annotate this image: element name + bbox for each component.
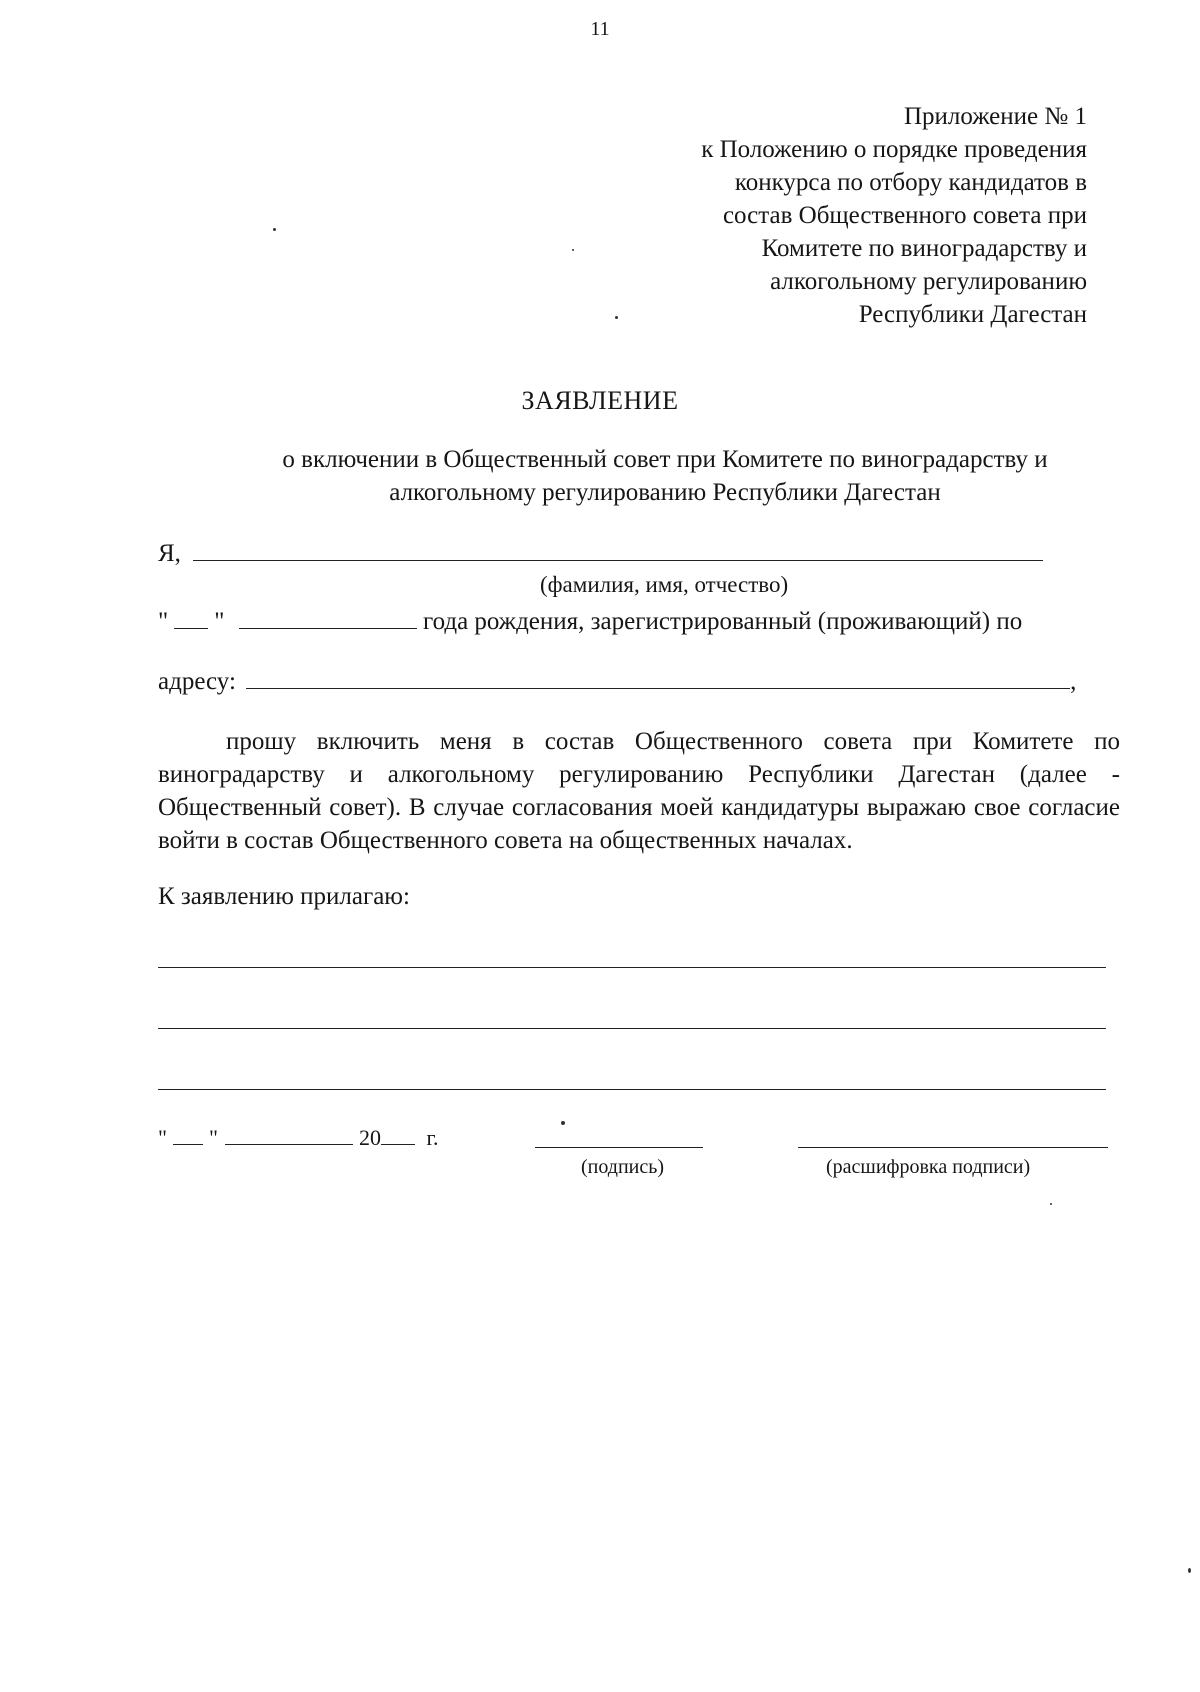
signature-decryption-field[interactable] <box>798 1147 1108 1148</box>
appendix-line: конкурса по отбору кандидатов в <box>734 169 1087 196</box>
full-name-field[interactable] <box>193 538 1043 561</box>
attachment-line-1[interactable] <box>158 967 1106 968</box>
page-number: 11 <box>590 18 610 40</box>
scan-speck <box>615 316 618 319</box>
request-paragraph: прошу включить меня в состав Общественного совета при Комитете по виноградарству и алкогольному регулированию Республики Дагестан (далее - Общественный совет). В случае согласования моей кандидатуры выражаю свое согласие войти в состав Общественного совета на общественных началах. <box>158 728 1120 854</box>
appendix-line: алкогольному регулированию <box>770 268 1087 295</box>
subtitle-line-1: о включении в Общественный совет при Комитете по виноградарству и <box>282 446 1048 473</box>
address-field[interactable] <box>246 666 1070 689</box>
birth-day-quote-open: " <box>158 608 169 635</box>
attachment-line-3[interactable] <box>158 1089 1106 1090</box>
date-quote-open: " <box>158 1125 167 1150</box>
birth-day-quote-close: " <box>214 608 225 635</box>
scan-speck <box>561 1121 565 1125</box>
birth-month-year-field[interactable] <box>239 606 417 629</box>
document-title: ЗАЯВЛЕНИЕ <box>521 386 679 415</box>
date-year-field[interactable] <box>381 1124 415 1145</box>
scan-speck <box>1050 1203 1052 1205</box>
attachments-label: К заявлению прилагаю: <box>158 883 410 910</box>
date-month-field[interactable] <box>225 1124 353 1145</box>
year-suffix: г. <box>426 1125 439 1150</box>
appendix-line: Комитете по виноградарству и <box>761 235 1087 262</box>
footer-date-line <box>158 1124 439 1151</box>
name-line <box>158 538 1043 568</box>
address-line <box>158 666 1076 696</box>
scan-speck <box>1188 1568 1191 1573</box>
appendix-line: к Положению о порядке проведения <box>701 136 1087 163</box>
appendix-block <box>701 100 1087 331</box>
date-quote-close: " <box>208 1125 218 1150</box>
name-hint: (фамилия, имя, отчество) <box>540 572 789 597</box>
date-day-field[interactable] <box>173 1124 203 1145</box>
birth-line <box>158 606 1022 636</box>
signature-field[interactable] <box>535 1147 703 1148</box>
name-prefix: Я, <box>158 540 181 567</box>
signature-decryption-hint: (расшифровка подписи) <box>826 1156 1031 1178</box>
address-comma: , <box>1070 668 1077 695</box>
scan-speck <box>572 249 574 251</box>
appendix-line: состав Общественного совета при <box>722 202 1087 229</box>
signature-hint: (подпись) <box>581 1156 665 1178</box>
scan-speck <box>273 228 276 231</box>
subtitle-line-2: алкогольному регулированию Республики Дагестан <box>389 479 941 506</box>
address-label: адресу: <box>158 668 236 695</box>
birth-text: года рождения, зарегистрированный (проживающий) по <box>422 608 1023 635</box>
appendix-line: Приложение № 1 <box>903 103 1087 130</box>
year-prefix: 20 <box>358 1125 381 1150</box>
attachment-line-2[interactable] <box>158 1028 1106 1029</box>
birth-day-field[interactable] <box>174 606 208 629</box>
appendix-line: Республики Дагестан <box>858 301 1087 328</box>
document-subtitle <box>150 443 1180 509</box>
